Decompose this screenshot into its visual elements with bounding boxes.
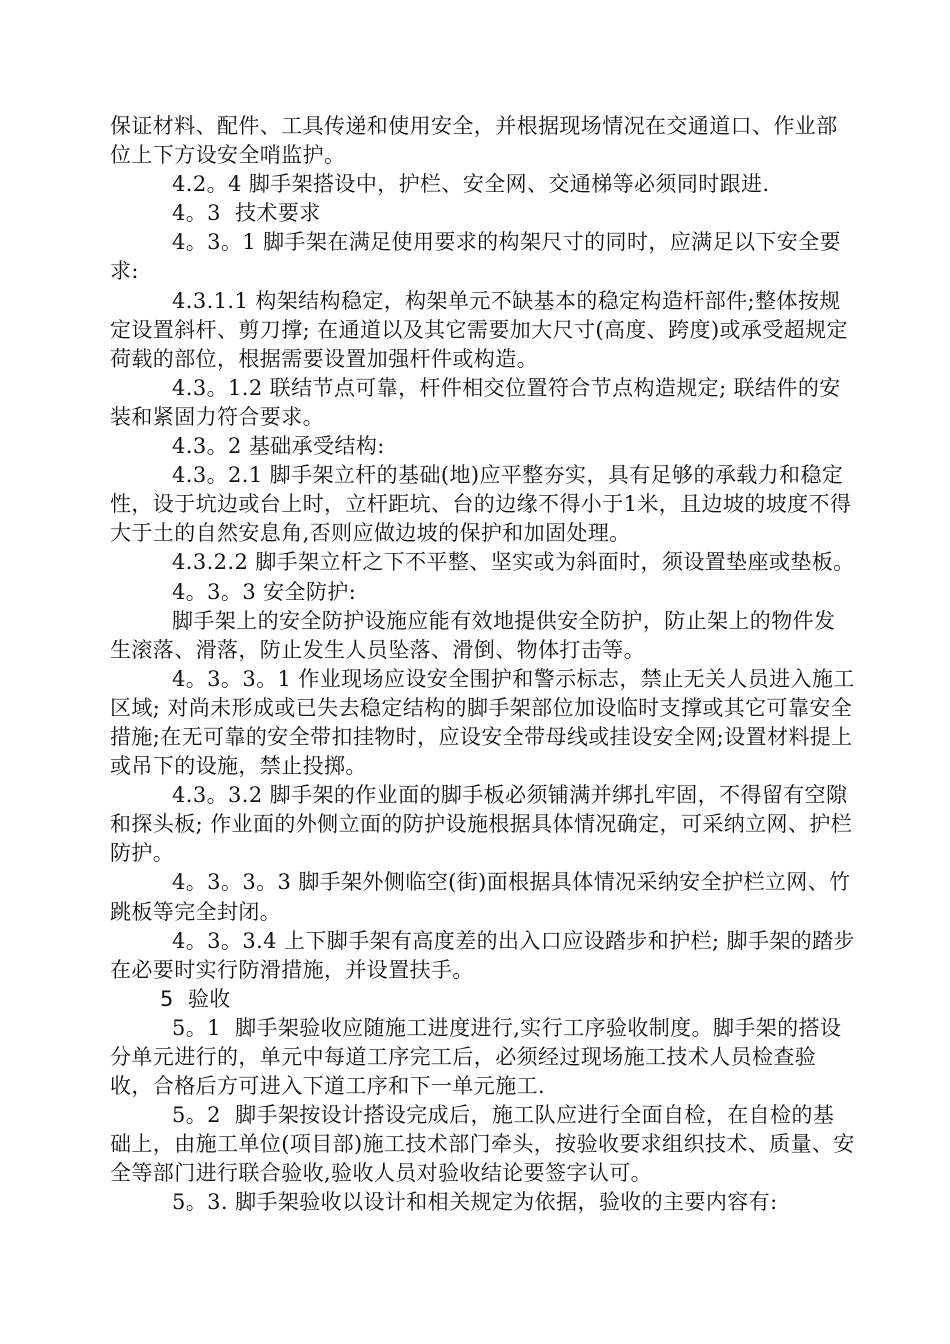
- paragraph: 5。1 脚手架验收应随施工进度进行,实行工序验收制度。脚手架的搭设分单元进行的，单元中每道工序完工后，必须经过现场施工技术人员检查验收，合格后方可进入下道工序和下一单元施工.: [110, 1015, 842, 1099]
- paragraph: 5。3. 脚手架验收以设计和相关规定为依据，验收的主要内容有:: [172, 1190, 778, 1215]
- paragraph: 4。3。3。3 脚手架外侧临空(街)面根据具体情况采纳安全护栏立网、竹跳板等完全封闭。: [110, 870, 851, 924]
- paragraph: 4。3。1 脚手架在满足使用要求的构架尺寸的同时，应满足以下安全要求:: [110, 230, 841, 284]
- paragraph: 4.3。3.2 脚手架的作业面的脚手板必须铺满并绑扎牢固，不得留有空隙和探头板; 作业面的外侧立面的防护设施根据具体情况确定，可采纳立网、护栏防护。: [110, 783, 853, 866]
- paragraph: 4.3.2.2 脚手架立杆之下不平整、坚实或为斜面时，须设置垫座或垫板。: [172, 550, 855, 575]
- paragraph: 脚手架上的安全防护设施应能有效地提供安全防护，防止架上的物件发生滚落、滑落，防止发生人员坠落、滑倒、物体打击等。: [110, 608, 836, 662]
- document-body: [110, 112, 855, 1218]
- paragraph: 4.3。2 基础承受结构:: [172, 434, 385, 459]
- paragraph: 5。2 脚手架按设计搭设完成后，施工队应进行全面自检，在自检的基础上，由施工单位(项目部)施工技术部门牵头，按验收要求组织技术、质量、安全等部门进行联合验收,验收人员对验收结论要签字认可。: [110, 1103, 855, 1186]
- paragraph: 4。3。3 安全防护:: [172, 579, 357, 604]
- subsection-heading: 4。3 技术要求: [172, 201, 321, 226]
- section-heading: 5 验收: [160, 986, 231, 1011]
- paragraph: 4.2。4 脚手架搭设中，护栏、安全网、交通梯等必须同时跟进.: [172, 172, 770, 197]
- paragraph: 4。3。3。1 作业现场应设安全围护和警示标志，禁止无关人员进入施工区域; 对尚未形成或已失去稳定结构的脚手架部位加设临时支撑或其它可靠安全措施;在无可靠的安全带扣挂物时，应设安全带母线或挂设安全网;设置材料提上或吊下的设施，禁止投掷。: [110, 666, 855, 779]
- paragraph: 4.3。1.2 联结节点可靠，杆件相交位置符合节点构造规定; 联结件的安装和紧固力符合要求。: [110, 375, 841, 429]
- paragraph: 4。3。3.4 上下脚手架有高度差的出入口应设踏步和护栏; 脚手架的踏步在必要时实行防滑措施，并设置扶手。: [110, 928, 855, 982]
- paragraph: 4.3。2.1 脚手架立杆的基础(地)应平整夯实，具有足够的承载力和稳定性，设于坑边或台上时，立杆距坑、台的边缘不得小于1米，且边坡的坡度不得大于土的自然安息角,否则应做边坡的保护和加固处理。: [110, 463, 852, 546]
- paragraph: 4.3.1.1 构架结构稳定，构架单元不缺基本的稳定构造杆部件;整体按规定设置斜杆、剪刀撑; 在通道以及其它需要加大尺寸(高度、跨度)或承受超规定荷载的部位，根据需要设置加强杆件或构造。: [110, 288, 848, 371]
- paragraph: 保证材料、配件、工具传递和使用安全，并根据现场情况在交通道口、作业部位上下方设安全哨监护。: [110, 114, 838, 168]
